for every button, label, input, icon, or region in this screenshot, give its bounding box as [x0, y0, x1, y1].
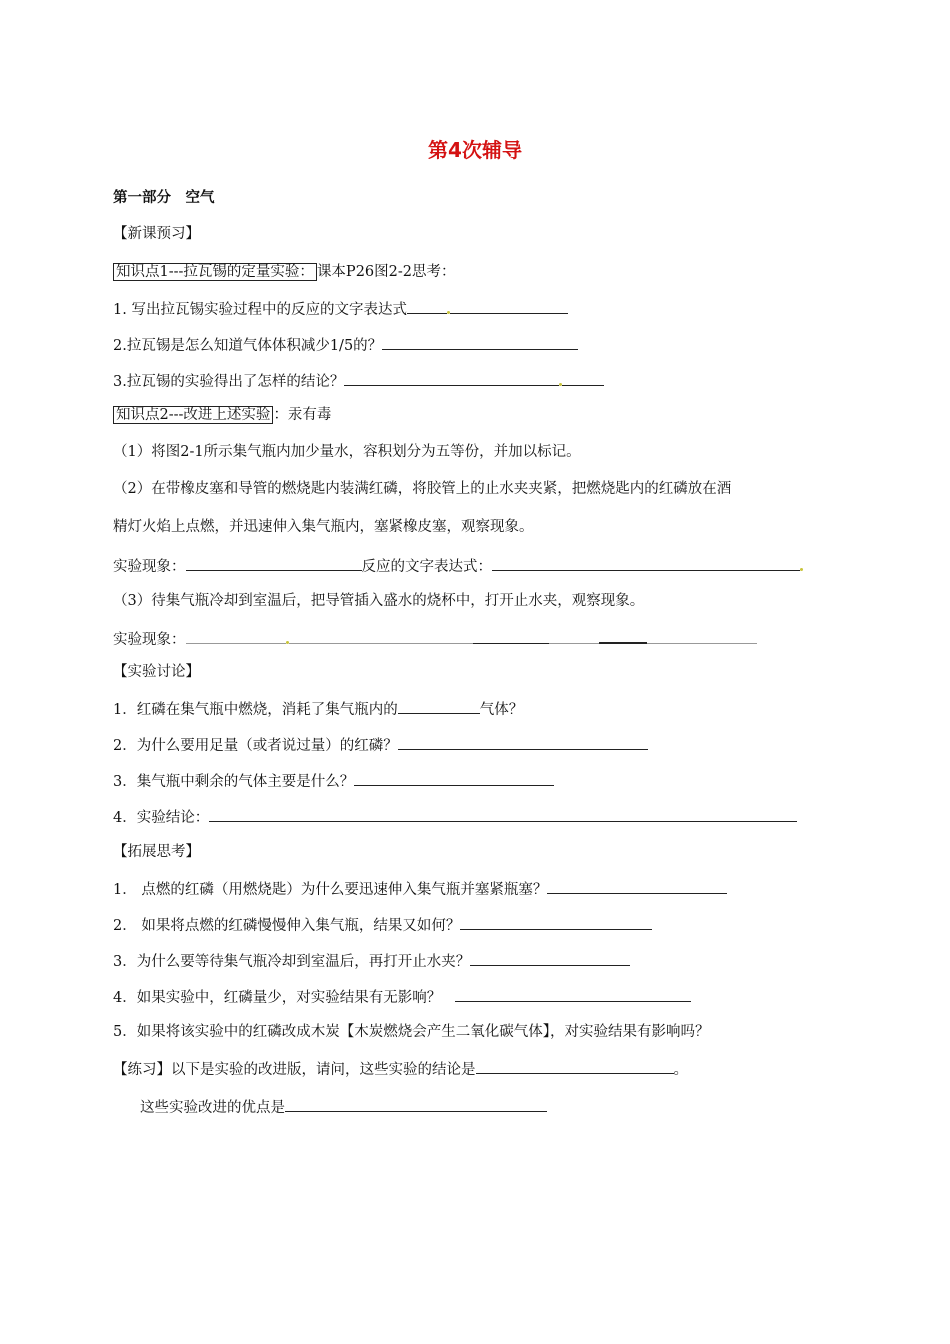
phenomenon-2	[113, 627, 757, 650]
question-3	[113, 370, 604, 392]
answer-blank[interactable]	[492, 555, 800, 571]
answer-blank[interactable]	[407, 298, 447, 314]
knowledge-point-2-note: ：汞有毒	[273, 407, 332, 423]
extension-1	[113, 878, 727, 900]
answer-blank[interactable]	[186, 628, 286, 644]
equation-label: 反应的文字表达式：	[361, 559, 492, 575]
step-1: （1）将图2-1所示集气瓶内加少量水，容积划分为五等份，并加以标记。	[113, 444, 581, 460]
step-3: （3）待集气瓶冷却到室温后，把导管插入盛水的烧杯中，打开止水夹，观察现象。	[113, 593, 645, 609]
question-1	[113, 298, 568, 320]
discussion-2	[113, 734, 648, 756]
discussion-1-text: 1．红磷在集气瓶中燃烧，消耗了集气瓶内的	[113, 702, 398, 718]
answer-blank[interactable]	[398, 698, 480, 714]
extension-5: 5．如果将该实验中的红磷改成木炭【木炭燃烧会产生二氧化碳气体】，对实验结果有影响吗？	[113, 1024, 710, 1040]
advantage	[140, 1096, 547, 1118]
answer-blank[interactable]	[476, 1058, 674, 1074]
extension-2-text: 2． 如果将点燃的红磷慢慢伸入集气瓶，结果又如何？	[113, 918, 461, 934]
preview-heading: 【新课预习】	[113, 226, 200, 242]
answer-blank[interactable]	[647, 628, 757, 644]
extension-4	[113, 986, 691, 1008]
advantage-text: 这些实验改进的优点是	[140, 1100, 285, 1116]
answer-blank[interactable]	[450, 298, 568, 314]
question-2-text: 2.拉瓦锡是怎么知道气体体积减少1/5的？	[113, 338, 383, 354]
knowledge-point-1	[113, 262, 456, 282]
knowledge-point-1-box: 知识点1---拉瓦锡的定量实验：	[113, 263, 317, 281]
knowledge-point-1-ref: 课本P26图2-2思考：	[316, 264, 456, 280]
answer-blank[interactable]	[470, 950, 630, 966]
answer-blank[interactable]	[549, 628, 599, 644]
answer-blank[interactable]	[562, 370, 604, 386]
discussion-1-suffix: 气体？	[479, 702, 524, 718]
extension-2	[113, 914, 652, 936]
question-1-text: 1. 写出拉瓦锡实验过程中的反应的文字表达式	[113, 302, 407, 318]
extension-heading: 【拓展思考】	[113, 844, 200, 860]
knowledge-point-2	[113, 405, 331, 425]
page-title: 第4次辅导	[428, 138, 522, 162]
discussion-2-text: 2．为什么要用足量（或者说过量）的红磷？	[113, 738, 398, 754]
part-heading: 第一部分 空气	[113, 190, 215, 206]
question-3-text: 3.拉瓦锡的实验得出了怎样的结论？	[113, 374, 345, 390]
discussion-4	[113, 806, 797, 828]
answer-blank[interactable]	[186, 555, 362, 571]
extension-1-text: 1． 点燃的红磷（用燃烧匙）为什么要迅速伸入集气瓶并塞紧瓶塞？	[113, 882, 548, 898]
discussion-1	[113, 698, 523, 720]
answer-blank[interactable]	[473, 628, 549, 644]
phenomenon-2-label: 实验现象：	[113, 632, 186, 648]
step-2-line-2: 精灯火焰上点燃，并迅速伸入集气瓶内，塞紧橡皮塞，观察现象。	[113, 519, 534, 535]
answer-blank[interactable]	[354, 770, 554, 786]
answer-blank[interactable]	[344, 370, 559, 386]
phenomenon-1	[113, 555, 803, 577]
practice-text: 【练习】以下是实验的改进版，请问，这些实验的结论是	[113, 1062, 476, 1078]
answer-blank[interactable]	[599, 627, 647, 644]
answer-blank[interactable]	[398, 734, 648, 750]
discussion-heading: 【实验讨论】	[113, 664, 200, 680]
answer-blank[interactable]	[382, 334, 578, 350]
answer-blank[interactable]	[285, 1096, 547, 1112]
answer-blank[interactable]	[547, 878, 727, 894]
practice-suffix: 。	[673, 1062, 688, 1078]
extension-3-text: 3．为什么要等待集气瓶冷却到室温后，再打开止水夹？	[113, 954, 471, 970]
speck	[800, 568, 803, 571]
discussion-4-text: 4．实验结论：	[113, 810, 210, 826]
answer-blank[interactable]	[460, 914, 652, 930]
question-2	[113, 334, 578, 356]
extension-3	[113, 950, 630, 972]
knowledge-point-2-box: 知识点2---改进上述实验	[113, 406, 273, 424]
discussion-3-text: 3．集气瓶中剩余的气体主要是什么？	[113, 774, 355, 790]
extension-4-text: 4．如果实验中，红磷量少，对实验结果有无影响？	[113, 990, 442, 1006]
practice	[113, 1058, 688, 1080]
answer-blank[interactable]	[289, 628, 473, 644]
discussion-3	[113, 770, 554, 792]
answer-blank[interactable]	[209, 806, 797, 822]
step-2-line-1: （2）在带橡皮塞和导管的燃烧匙内装满红磷，将胶管上的止水夹夹紧，把燃烧匙内的红磷放在酒	[113, 481, 732, 497]
phenomenon-1-label: 实验现象：	[113, 559, 186, 575]
answer-blank[interactable]	[455, 986, 691, 1002]
